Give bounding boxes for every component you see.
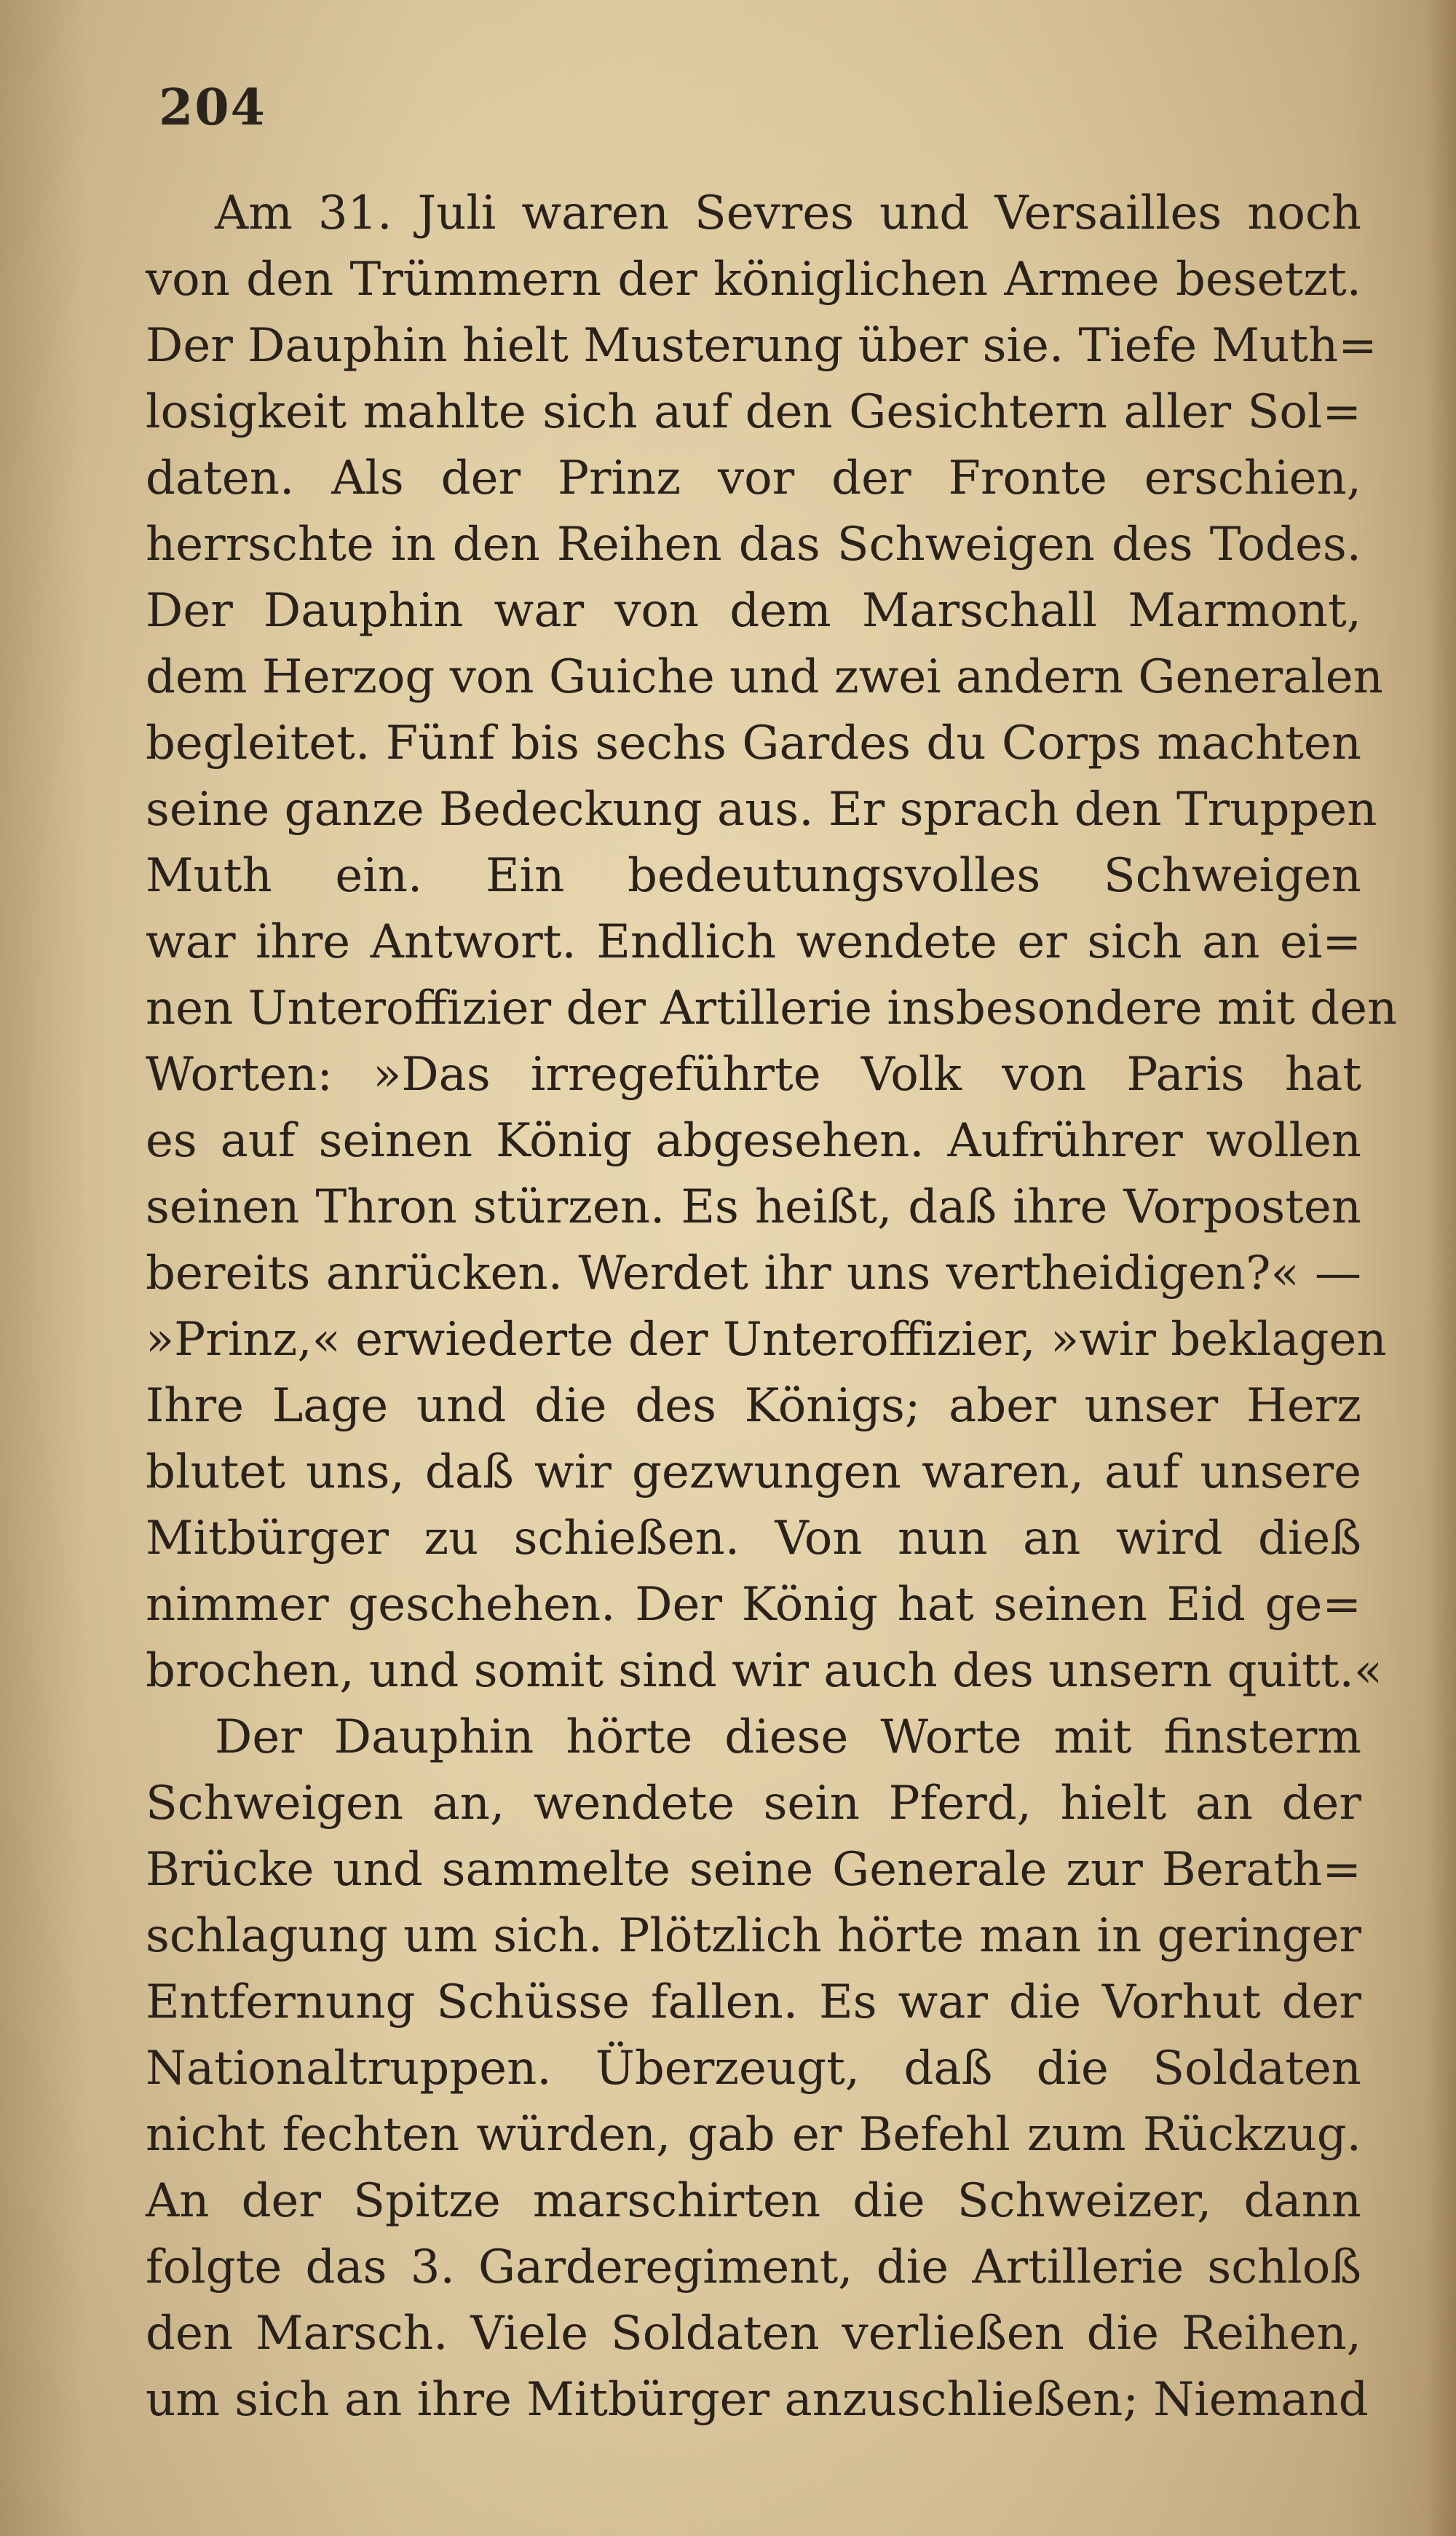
text-line: Muth ein. Ein bedeutungsvolles Schweigen xyxy=(146,849,1361,903)
text-line: den Marsch. Viele Soldaten verließen die Reihen, xyxy=(146,2307,1361,2361)
text-line: Nationaltruppen. Überzeugt, daß die Soldaten xyxy=(146,2042,1361,2095)
page-number: 204 xyxy=(159,79,266,137)
text-line: seine ganze Bedeckung aus. Er sprach den Truppen xyxy=(146,783,1377,837)
text-line: Brücke und sammelte seine Generale zur Berath= xyxy=(146,1843,1361,1897)
text-line: Schweigen an, wendete sein Pferd, hielt an der xyxy=(146,1777,1361,1830)
text-line: Worten: »Das irregeführte Volk von Paris hat xyxy=(146,1048,1361,1102)
text-line: schlagung um sich. Plötzlich hörte man in geringer xyxy=(146,1909,1361,1963)
text-line: nicht fechten würden, gab er Befehl zum Rückzug. xyxy=(146,2108,1361,2162)
text-line: An der Spitze marschirten die Schweizer, dann xyxy=(146,2174,1361,2228)
text-line: Der Dauphin war von dem Marschall Marmont, xyxy=(146,584,1361,638)
text-line: seinen Thron stürzen. Es heißt, daß ihre Vorposten xyxy=(146,1180,1361,1234)
page-edge-shadow xyxy=(1427,0,1456,2536)
text-line: von den Trümmern der königlichen Armee besetzt. xyxy=(146,253,1361,307)
text-line: nimmer geschehen. Der König hat seinen Eid ge= xyxy=(146,1578,1361,1632)
text-line: daten. Als der Prinz vor der Fronte erschien, xyxy=(146,451,1361,505)
text-line: losigkeit mahlte sich auf den Gesichtern aller Sol= xyxy=(146,385,1361,439)
text-line: es auf seinen König abgesehen. Aufrührer wollen xyxy=(146,1114,1361,1168)
text-line: bereits anrücken. Werdet ihr uns vertheidigen?« — xyxy=(146,1247,1361,1300)
text-line: nen Unteroffizier der Artillerie insbesondere mit den xyxy=(146,981,1398,1035)
text-line: Der Dauphin hielt Musterung über sie. Tiefe Muth= xyxy=(146,319,1377,373)
text-line: begleitet. Fünf bis sechs Gardes du Corps machten xyxy=(146,716,1361,770)
text-line: brochen, und somit sind wir auch des unsern quitt.« xyxy=(146,1644,1383,1698)
text-line: Ihre Lage und die des Königs; aber unser Herz xyxy=(146,1379,1361,1433)
text-line: dem Herzog von Guiche und zwei andern Generalen xyxy=(146,650,1383,704)
text-line: um sich an ihre Mitbürger anzuschließen; Niemand xyxy=(146,2373,1369,2427)
text-line: Mitbürger zu schießen. Von nun an wird dieß xyxy=(146,1512,1361,1565)
text-line: herrschte in den Reihen das Schweigen des Todes. xyxy=(146,518,1361,572)
text-line: blutet uns, daß wir gezwungen waren, auf unsere xyxy=(146,1445,1361,1499)
text-line: »Prinz,« erwiederte der Unteroffizier, »wir beklagen xyxy=(146,1313,1387,1367)
body-text xyxy=(146,181,1398,2433)
text-line: war ihre Antwort. Endlich wendete er sich an ei= xyxy=(146,915,1361,969)
text-line: Der Dauphin hörte diese Worte mit finsterm xyxy=(215,1710,1361,1764)
text-line: folgte das 3. Garderegiment, die Artillerie schloß xyxy=(146,2240,1361,2294)
text-line: Entfernung Schüsse fallen. Es war die Vorhut der xyxy=(146,1975,1361,2029)
text-line: Am 31. Juli waren Sevres und Versailles noch xyxy=(215,186,1361,240)
